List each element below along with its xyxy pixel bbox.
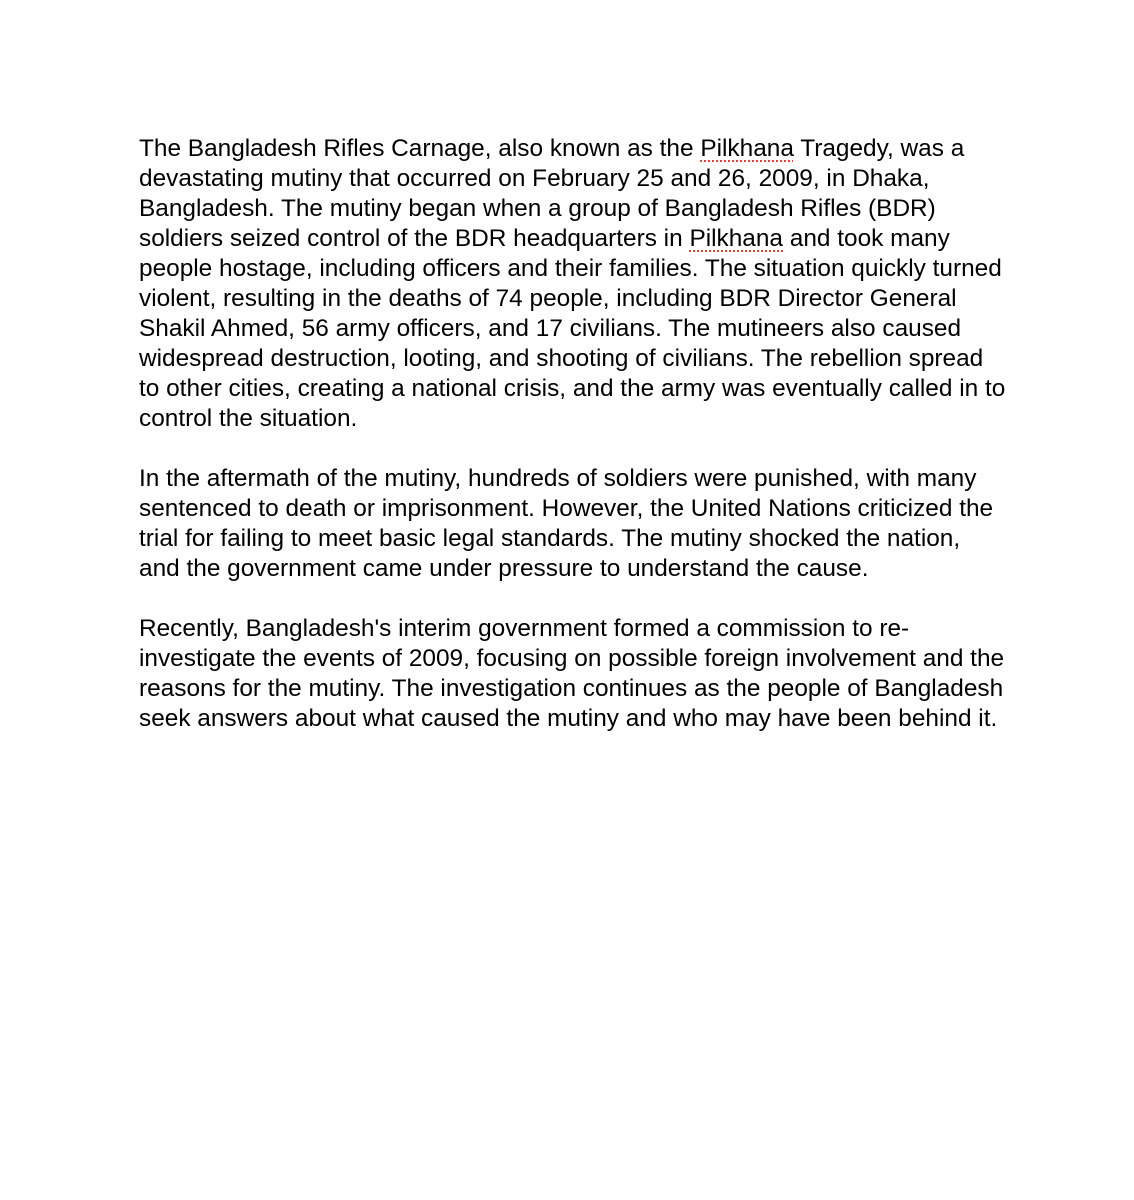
paragraph-2	[139, 464, 1079, 584]
text-line: control the situation.	[139, 405, 358, 432]
document-body[interactable]	[139, 134, 1079, 764]
text-line: people hostage, including officers and their families. The situation quickly turned	[139, 255, 1002, 282]
misspelled-word[interactable]: Pilkhana	[689, 225, 783, 252]
paragraph-1	[139, 134, 1079, 434]
text-line: Recently, Bangladesh's interim government formed a commission to re-	[139, 615, 910, 642]
text-line: widespread destruction, looting, and shooting of civilians. The rebellion spread	[139, 345, 984, 372]
text-line: to other cities, creating a national crisis, and the army was eventually called in to	[139, 375, 1006, 402]
text-line: devastating mutiny that occurred on February 25 and 26, 2009, in Dhaka,	[139, 165, 930, 192]
text-line: sentenced to death or imprisonment. However, the United Nations criticized the	[139, 495, 994, 522]
text-line: Bangladesh. The mutiny began when a group of Bangladesh Rifles (BDR)	[139, 195, 936, 222]
text-line: and the government came under pressure to understand the cause.	[139, 555, 869, 582]
text-line: investigate the events of 2009, focusing on possible foreign involvement and the	[139, 645, 1005, 672]
text-line: seek answers about what caused the mutiny and who may have been behind it.	[139, 705, 998, 732]
text-line: trial for failing to meet basic legal standards. The mutiny shocked the nation,	[139, 525, 961, 552]
paragraph-3	[139, 614, 1079, 734]
text-line: Shakil Ahmed, 56 army officers, and 17 civilians. The mutineers also caused	[139, 315, 962, 342]
text-line: The Bangladesh Rifles Carnage, also known as the Pilkhana Tragedy, was a	[139, 135, 965, 162]
text-line: In the aftermath of the mutiny, hundreds of soldiers were punished, with many	[139, 465, 977, 492]
misspelled-word[interactable]: Pilkhana	[700, 135, 794, 162]
text-line: soldiers seized control of the BDR headquarters in Pilkhana and took many	[139, 225, 950, 252]
text-line: violent, resulting in the deaths of 74 people, including BDR Director General	[139, 285, 957, 312]
text-line: reasons for the mutiny. The investigation continues as the people of Bangladesh	[139, 675, 1004, 702]
